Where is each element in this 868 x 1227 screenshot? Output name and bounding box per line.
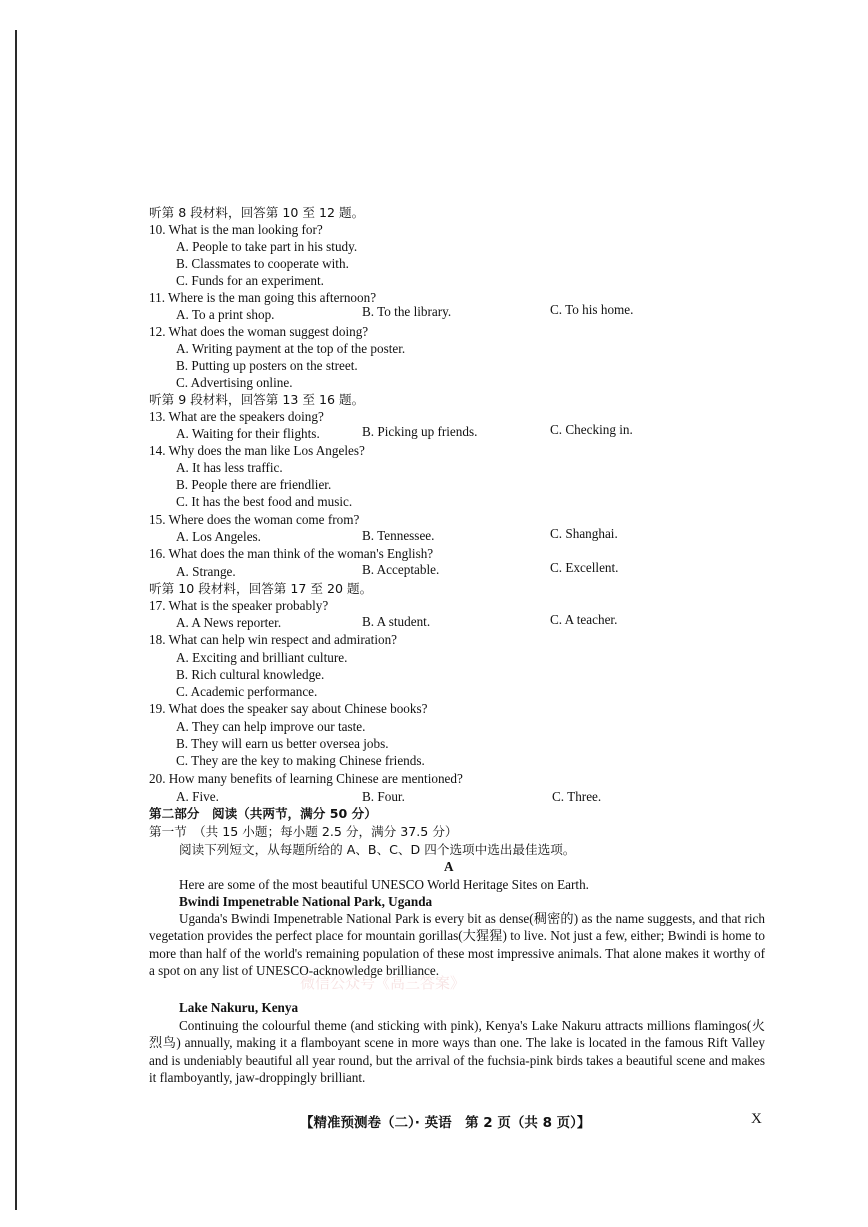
question-18: 18. What can help win respect and admiration? <box>149 632 398 647</box>
passage-label: A <box>444 859 454 874</box>
question-17-option-c: C. A teacher. <box>550 612 618 627</box>
question-10-option-b: B. Classmates to cooperate with. <box>176 256 349 271</box>
question-13: 13. What are the speakers doing? <box>149 409 324 424</box>
question-10-option-c: C. Funds for an experiment. <box>176 273 324 288</box>
question-16-option-c: C. Excellent. <box>550 560 619 575</box>
passage-intro: Here are some of the most beautiful UNESCO World Heritage Sites on Earth. <box>179 877 589 892</box>
question-11-option-c: C. To his home. <box>550 302 634 317</box>
question-18-option-a: A. Exciting and brilliant culture. <box>176 650 348 665</box>
reading-instruction: 阅读下列短文，从每题所给的 A、B、C、D 四个选项中选出最佳选项。 <box>179 842 576 857</box>
question-16-option-a: A. Strange. <box>176 564 236 579</box>
question-20: 20. How many benefits of learning Chinese are mentioned? <box>149 771 463 786</box>
listening-section-8-header: 听第 8 段材料，回答第 10 至 12 题。 <box>149 205 365 220</box>
question-12-option-b: B. Putting up posters on the street. <box>176 358 358 373</box>
question-20-option-b: B. Four. <box>362 789 405 804</box>
question-10: 10. What is the man looking for? <box>149 222 323 237</box>
reading-section-title: 第一节 （共 15 小题；每小题 2.5 分，满分 37.5 分） <box>149 824 458 839</box>
question-20-option-a: A. Five. <box>176 789 219 804</box>
footer-mark: X <box>751 1111 762 1127</box>
site-1-text: Uganda's Bwindi Impenetrable National Park is every bit as dense(稠密的) as the name suggests, and that rich vegetation provides the perfect place for mountain gorillas(大猩猩) to live. Not just a few, either; Bwindi is home to more than half of the world's remaining population of these most impressive animals. That alone makes it worthy of a spot on any list of UNESCO-acknowledge brilliance. <box>149 911 765 978</box>
listening-section-10-header: 听第 10 段材料，回答第 17 至 20 题。 <box>149 581 373 596</box>
question-12: 12. What does the woman suggest doing? <box>149 324 369 339</box>
site-2-paragraph <box>149 1017 765 1086</box>
question-12-option-c: C. Advertising online. <box>176 375 293 390</box>
question-19-option-b: B. They will earn us better oversea jobs. <box>176 736 389 751</box>
question-14: 14. Why does the man like Los Angeles? <box>149 443 365 458</box>
page-footer: 【精准预测卷（二）· 英语 第 2 页（共 8 页）】 <box>300 1115 591 1131</box>
question-15-option-a: A. Los Angeles. <box>176 529 261 544</box>
question-13-option-a: A. Waiting for their flights. <box>176 426 320 441</box>
site-1-paragraph <box>149 910 765 979</box>
question-16-option-b: B. Acceptable. <box>362 562 440 577</box>
question-16: 16. What does the man think of the woman's English? <box>149 546 434 561</box>
question-11-option-a: A. To a print shop. <box>176 307 275 322</box>
site-2-text: Continuing the colourful theme (and sticking with pink), Kenya's Lake Nakuru attracts millions flamingos(火烈鸟) annually, making it a flamboyant scene in more ways than one. The lake is located in the famous Rift Valley and is undeniably beautiful all year round, but the arrival of the fuchsia-pink birds takes a beautiful scene and makes it flamboyantly, jaw-droppingly brilliant. <box>149 1018 765 1085</box>
watermark: 微信公众号《高三答案》 <box>300 974 466 992</box>
question-11-option-b: B. To the library. <box>362 304 452 319</box>
question-18-option-b: B. Rich cultural knowledge. <box>176 667 325 682</box>
reading-part-title: 第二部分 阅读（共两节，满分 50 分） <box>149 806 377 821</box>
question-14-option-b: B. People there are friendlier. <box>176 477 332 492</box>
binding-margin-line <box>15 30 17 1210</box>
question-11: 11. Where is the man going this afternoon? <box>149 290 377 305</box>
question-13-option-c: C. Checking in. <box>550 422 633 437</box>
question-18-option-c: C. Academic performance. <box>176 684 318 699</box>
question-19-option-a: A. They can help improve our taste. <box>176 719 366 734</box>
question-17-option-a: A. A News reporter. <box>176 615 282 630</box>
question-17: 17. What is the speaker probably? <box>149 598 329 613</box>
question-14-option-c: C. It has the best food and music. <box>176 494 353 509</box>
question-14-option-a: A. It has less traffic. <box>176 460 283 475</box>
site-2-title: Lake Nakuru, Kenya <box>179 1000 299 1015</box>
question-19: 19. What does the speaker say about Chinese books? <box>149 701 428 716</box>
question-17-option-b: B. A student. <box>362 614 431 629</box>
site-1-title: Bwindi Impenetrable National Park, Uganda <box>179 894 433 909</box>
question-15-option-c: C. Shanghai. <box>550 526 618 541</box>
question-10-option-a: A. People to take part in his study. <box>176 239 358 254</box>
question-15-option-b: B. Tennessee. <box>362 528 435 543</box>
question-15: 15. Where does the woman come from? <box>149 512 360 527</box>
listening-section-9-header: 听第 9 段材料，回答第 13 至 16 题。 <box>149 392 365 407</box>
question-13-option-b: B. Picking up friends. <box>362 424 478 439</box>
question-12-option-a: A. Writing payment at the top of the poster. <box>176 341 406 356</box>
question-20-option-c: C. Three. <box>552 789 602 804</box>
question-19-option-c: C. They are the key to making Chinese friends. <box>176 753 425 768</box>
